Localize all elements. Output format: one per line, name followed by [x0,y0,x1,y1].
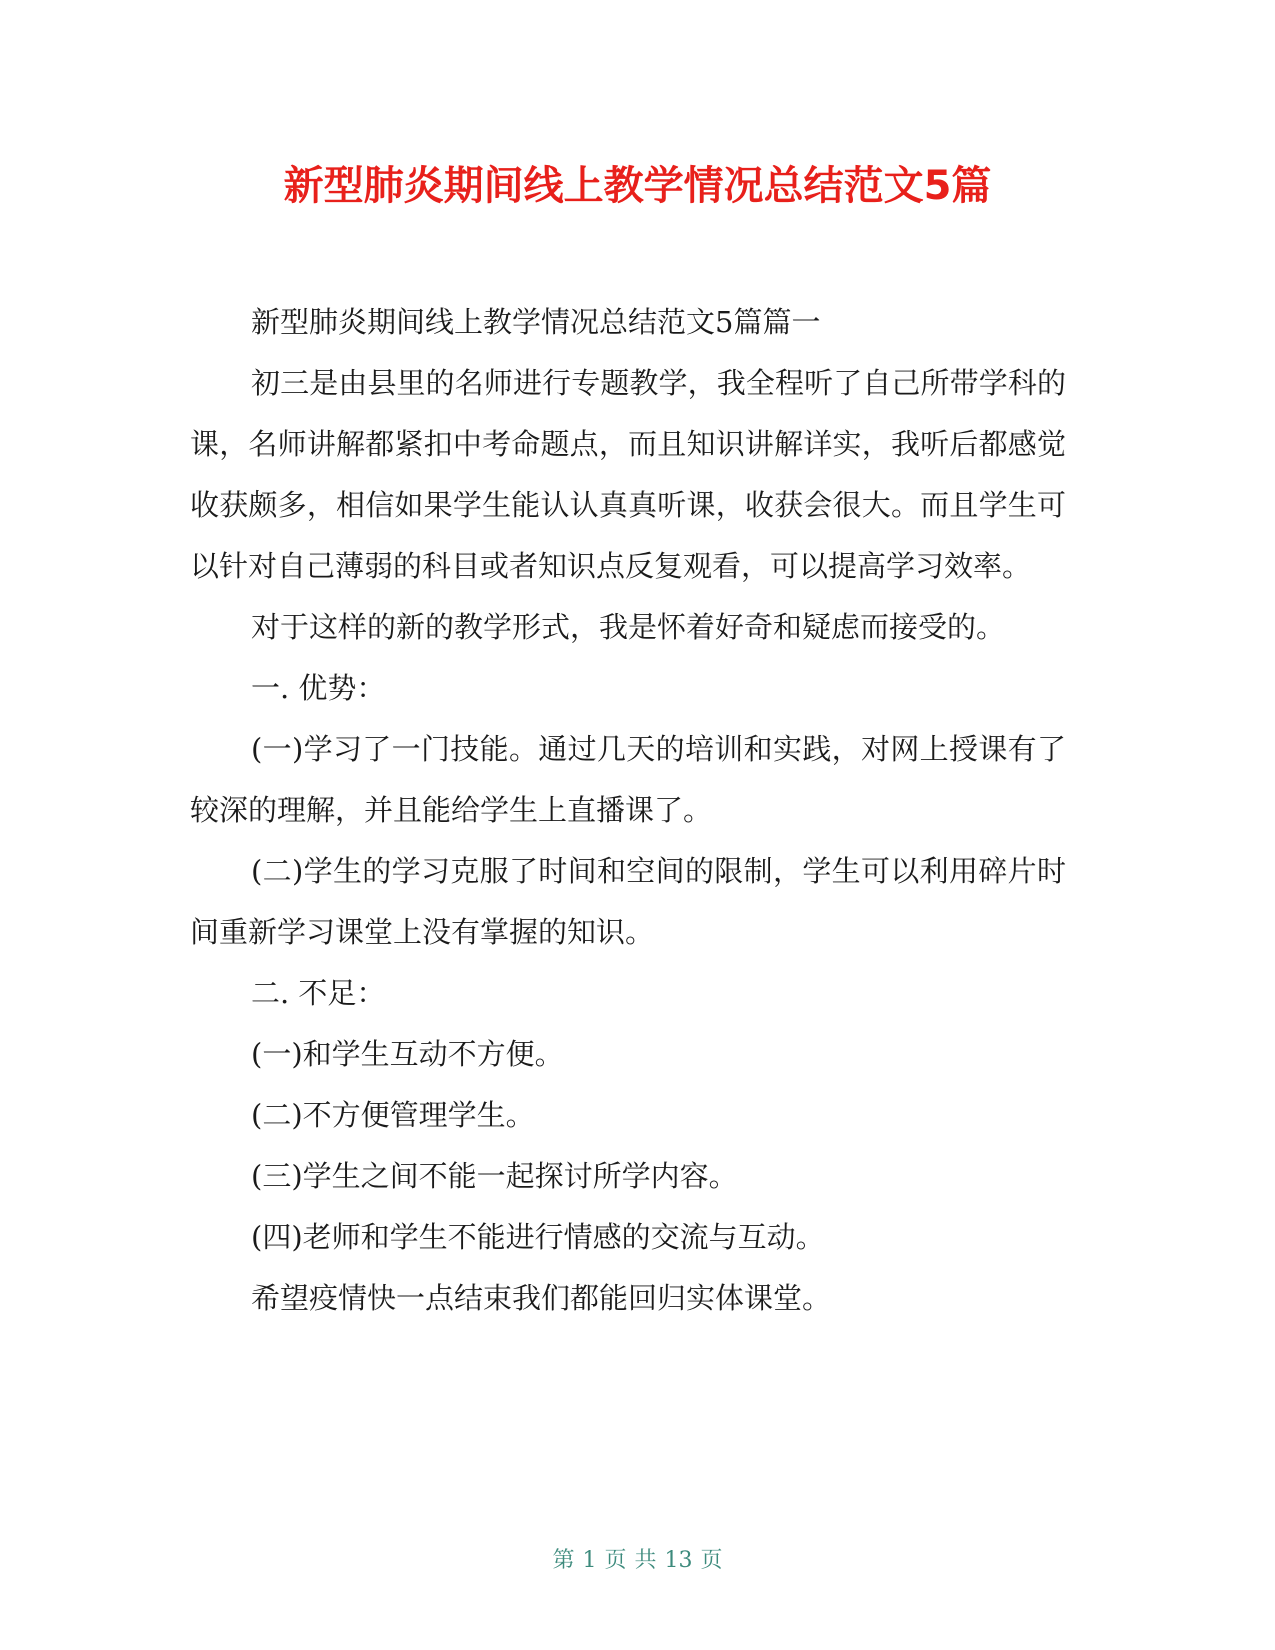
list-item: (二)不方便管理学生。 [251,1098,535,1132]
section-heading-shortcomings: 二. 不足： [251,976,386,1010]
section-heading-advantages: 一. 优势： [251,671,386,705]
footer-prefix: 第 [552,1548,575,1573]
list-item: (一)和学生互动不方便。 [251,1037,564,1071]
footer-total-label: 共 [634,1548,657,1573]
paragraph: (二)学生的学习克服了时间和空间的限制，学生可以利用碎片时间重新学习课堂上没有掌握的知识。 [190,854,1066,949]
page-footer [0,1546,1275,1576]
paragraph-heading: 新型肺炎期间线上教学情况总结范文5篇篇一 [251,305,821,339]
paragraph: (一)学习了一门技能。通过几天的培训和实践，对网上授课有了较深的理解，并且能给学生上直播课了。 [190,732,1066,827]
list-item: (三)学生之间不能一起探讨所学内容。 [251,1159,738,1193]
document-title: 新型肺炎期间线上教学情况总结范文5篇 [283,163,992,209]
footer-current-page: 1 [582,1548,597,1573]
footer-page-label: 页 [604,1548,627,1573]
footer-total-pages: 13 [664,1548,693,1573]
paragraph-closing: 希望疫情快一点结束我们都能回归实体课堂。 [251,1281,832,1315]
document-body [190,292,1066,1329]
footer-suffix: 页 [700,1548,723,1573]
list-item: (四)老师和学生不能进行情感的交流与互动。 [251,1220,825,1254]
paragraph: 对于这样的新的教学形式，我是怀着好奇和疑虑而接受的。 [251,610,1006,644]
paragraph: 初三是由县里的名师进行专题教学，我全程听了自己所带学科的课，名师讲解都紧扣中考命题点，而且知识讲解详实，我听后都感觉收获颇多，相信如果学生能认认真真听课，收获会很大。而且学生可以针对自己薄弱的科目或者知识点反复观看，可以提高学习效率。 [190,366,1066,583]
